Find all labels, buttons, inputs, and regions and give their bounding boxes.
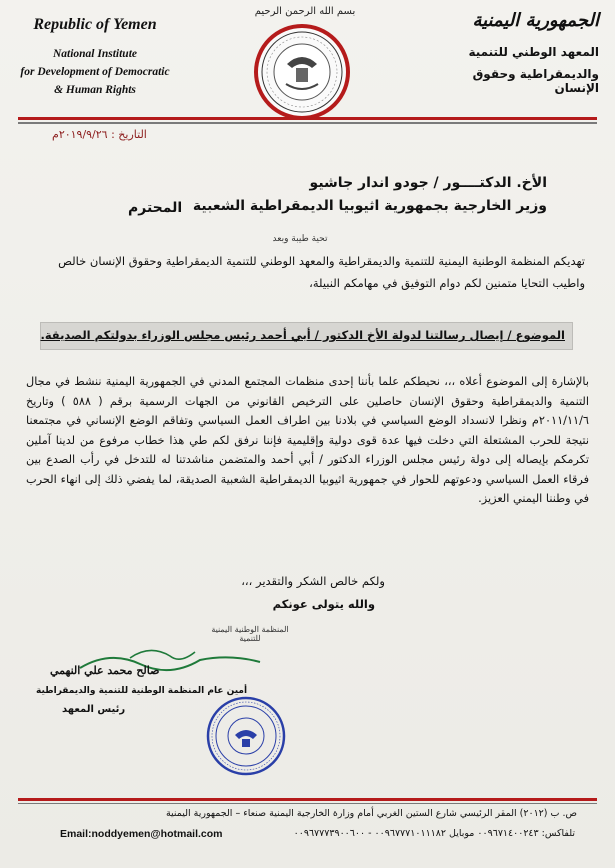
letter-body: بالإشارة إلى الموضوع أعلاه ،،، نحيطكم علما بأننا إحدى منظمات المجتمع المدني في الجمهورية اليمنية ننشط في مجال التنمية والديمقراطية وحقوق الإنسان حاصلين على الترخيص القانوني من الجهات الرسمية برقم ( ٥٨٨ ) وتاريخ ٢٠١١/١١/٦م ونظرا لانسداد الوضع السياسي في بلادنا بين اطراف العمل السياسي وتفاقم الوضع الإنساني في مجتمعنا نتيجة للحرب المشتعلة التي دخلت فيها عدة قوى دولية وإقليمية فإننا نرفق لكم طي هذا خطاب مرفوع من لدينا آملين تكرمكم بإيصاله إلى دولة رئيس مجلس الوزراء الدكتور / أبي أحمد والمتضمن مناشدتنا له للتدخل في رأب الصدع بين فرقاء العمل السياسي ودعوتهم للحوار في جمهورية اثيوبيا الديمقراطية الشعبية الصديقة، لما يفضي ذلك إلى انهاء الحرب في وطننا اليمني العزيز. — [26, 375, 589, 505]
closing-prayer: والله يتولى عونكم — [272, 597, 375, 611]
subject-line: الموضوع / إيصال رسالتنا لدولة الأخ الدكتور / أبي أحمد رئيس مجلس الوزراء بدولتكم الصديقة. — [40, 328, 565, 342]
en-org-line2: for Development of Democratic — [20, 66, 170, 78]
addressee-title: وزير الخارجية بجمهورية اثيوبيا الديمقراطية الشعبية — [192, 198, 547, 214]
handwritten-org-name: المنظمة الوطنية اليمنية للتنمية — [211, 625, 289, 643]
en-org-line1: National Institute — [52, 48, 138, 60]
ar-org-line1: المعهد الوطني للتنمية — [468, 45, 599, 59]
addressee-name: الأخ. الدكتــــور / جودو اندار جاشيو — [309, 175, 547, 191]
signer-title: أمين عام المنظمة الوطنية للتنمية والديمقراطية — [36, 686, 248, 696]
signer-name: صالح محمد علي النهمي — [50, 664, 160, 677]
letter-date: التاريخ : ٢٠١٩/٩/٢٦م — [52, 128, 147, 141]
footer-address: ص. ب (٢٠١٢) المقر الرئيسي شارع الستين الغربي أمام وزارة الخارجية اليمنية صنعاء – الجمهورية اليمنية — [165, 808, 577, 819]
en-org-line3: & Human Rights — [54, 84, 136, 96]
closing-line: ولكم خالص الشكر والتقدير ،،، — [241, 574, 385, 588]
footer-phones: تلفاكس: ٠٠٩٦٧١٤٠٠٢٤٣ موبايل ٠٠٩٦٧٧٧١٠١١١٨٢ - ٠٠٩٦٧٧٧٣٩٠٠٦٠٠ — [293, 828, 575, 839]
basmala: بسم الله الرحمن الرحيم — [254, 6, 356, 17]
en-country: Republic of Yemen — [33, 16, 157, 33]
header-divider-red — [18, 117, 597, 120]
footer-divider-grey — [18, 803, 597, 804]
arabic-letterhead — [424, 10, 599, 95]
footer-email: Email:noddyemen@hotmail.com — [60, 828, 223, 840]
signer-role: رئيس المعهد — [62, 704, 126, 715]
footer-divider-red — [18, 798, 597, 801]
ar-country: الجمهورية اليمنية — [472, 10, 599, 31]
ar-org-line2: والديمقراطية وحقوق الإنسان — [472, 67, 599, 95]
honorific: المحترم — [128, 200, 183, 216]
handwritten-greeting: تحية طيبة وبعد — [272, 234, 328, 244]
official-stamp — [205, 695, 287, 777]
greeting-paragraph: تهديكم المنظمة الوطنية اليمنية للتنمية والديمقراطية والمعهد الوطني للتنمية الديمقراطية وحقوق الإنسان خالص واطيب التحايا متمنين لكم دوام التوفيق في مهامكم النبيلة، — [58, 254, 585, 290]
institute-logo — [252, 22, 352, 122]
english-letterhead — [10, 16, 180, 96]
header-divider-grey — [18, 122, 597, 124]
